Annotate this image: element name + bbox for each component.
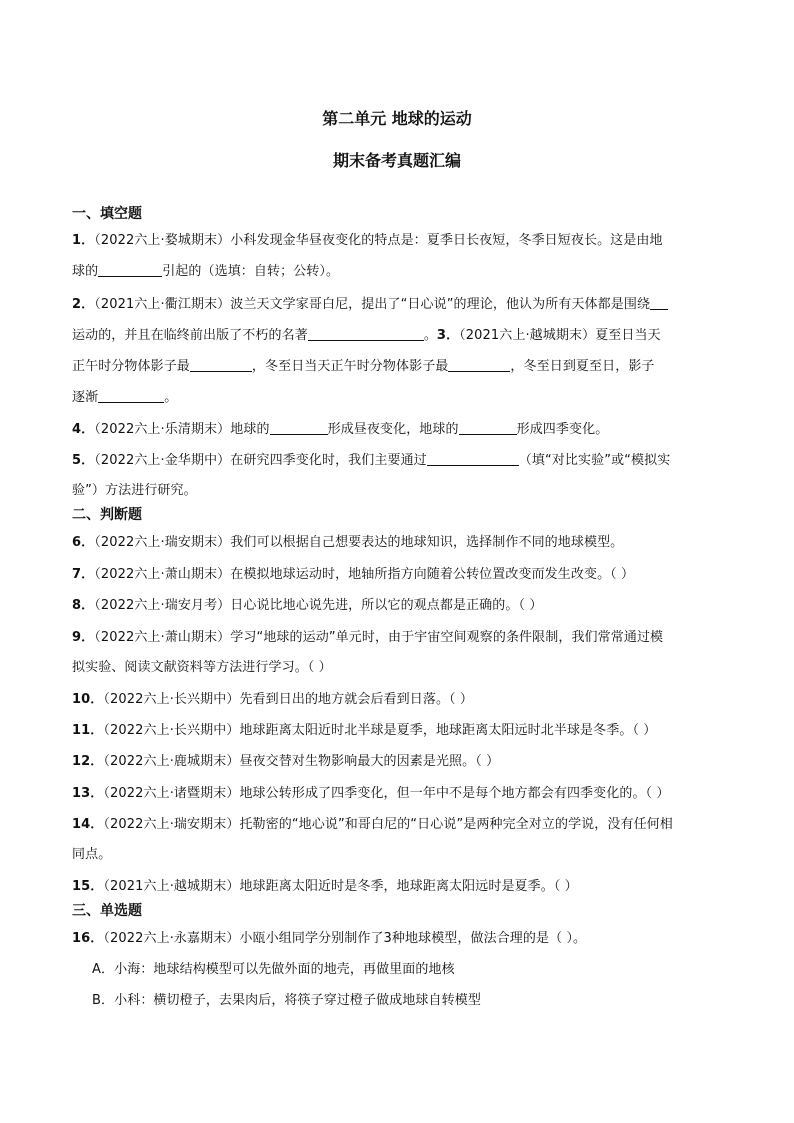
question-source: （2022六上·瑞安期末） [103, 817, 240, 832]
question-6 [72, 531, 623, 550]
option-a[interactable]: A．小海：地球结构模型可以先做外面的地壳，再做里面的地核 [92, 962, 455, 977]
question-source: （2022六上·瑞安期末） [94, 535, 231, 550]
question-number: 1． [72, 233, 95, 248]
question-number: 10． [72, 692, 104, 707]
question-text: 形成四季变化。 [516, 422, 609, 437]
question-1-line-1 [72, 229, 663, 248]
question-number: 6． [72, 535, 95, 550]
question-text: 。 [423, 328, 437, 343]
question-number: 8． [72, 598, 95, 613]
question-number: 11． [72, 723, 104, 738]
question-source: （2021六上·越城期末） [103, 879, 240, 894]
question-source: （2022六上·诸暨期末） [103, 786, 240, 801]
question-text: 在研究四季变化时，我们主要通过 [230, 453, 427, 468]
question-text: ，冬至日到夏至日，影子 [510, 359, 655, 374]
question-source: （2022六上·长兴期中） [103, 723, 240, 738]
question-source: （2022六上·萧山期末） [94, 630, 231, 645]
question-16 [72, 927, 586, 946]
question-text: 地球公转形成了四季变化，但一年中不是每个地方都会有四季变化的。（ ） [239, 786, 670, 801]
answer-blank[interactable] [270, 422, 328, 435]
question-text: 日心说比地心说先进，所以它的观点都是正确的。（ ） [230, 598, 543, 613]
question-text: 波兰天文学家哥白尼，提出了“日心说”的理论，他认为所有天体都是围绕 [230, 297, 651, 312]
question-8 [72, 594, 542, 613]
answer-blank[interactable] [98, 264, 162, 277]
question-number: 5． [72, 453, 95, 468]
question-2-line-2 [72, 324, 661, 343]
question-text: 运动的，并且在临终前出版了不朽的名著 [72, 328, 308, 343]
page-title: 第二单元 地球的运动 [322, 109, 472, 128]
question-source: （2022六上·萧山期末） [94, 567, 231, 582]
question-source: （2022六上·婺城期末） [94, 233, 231, 248]
question-text: （填“对比实验”或“模拟实 [518, 453, 671, 468]
question-number: 3． [436, 328, 460, 343]
question-source: （2022六上·鹿城期末） [103, 754, 240, 769]
question-source: （2021六上·越城期末） [459, 328, 596, 343]
question-text: ，冬至日当天正午时分物体影子最 [251, 359, 449, 374]
question-text: 先看到日出的地方就会后看到日落。（ ） [239, 692, 473, 707]
answer-blank[interactable] [448, 359, 510, 372]
question-3-line-3 [72, 386, 177, 405]
question-10 [72, 688, 473, 707]
answer-blank[interactable] [459, 422, 517, 435]
question-text: 托勒密的“地心说”和哥白尼的“日心说”是两种完全对立的学说，没有任何相 [239, 817, 673, 832]
question-number: 16． [72, 931, 104, 946]
question-text: 我们可以根据自己想要表达的地球知识，选择制作不同的地球模型。 [230, 535, 624, 550]
question-text: 在模拟地球运动时，地轴所指方向随着公转位置改变而发生改变。（ ） [230, 567, 635, 582]
question-11 [72, 719, 656, 738]
question-number: 12． [72, 754, 104, 769]
question-text: 逐渐 [72, 390, 99, 405]
question-number: 15． [72, 879, 104, 894]
answer-blank[interactable] [308, 328, 424, 341]
section-choice-heading: 三、单选题 [72, 903, 142, 919]
question-text: 地球的 [230, 422, 270, 437]
question-13 [72, 782, 669, 801]
section-judge-heading: 二、判断题 [72, 507, 142, 523]
question-text: 引起的（选填：自转；公转）。 [162, 264, 340, 279]
question-15 [72, 875, 578, 894]
question-number: 4． [72, 422, 95, 437]
question-text: 地球距离太阳近时北半球是夏季，地球距离太阳远时北半球是冬季。（ ） [239, 723, 657, 738]
question-number: 14． [72, 817, 104, 832]
question-text: 夏至日当天 [595, 328, 661, 343]
question-text: 拟实验、阅读文献资料等方法进行学习。（ ） [72, 660, 332, 675]
question-text: 验”）方法进行研究。 [72, 483, 197, 498]
question-source: （2022六上·乐清期末） [94, 422, 231, 437]
question-2-line-1 [72, 293, 668, 312]
question-source: （2021六上·衢江期末） [94, 297, 231, 312]
page-subtitle: 期末备考真题汇编 [332, 151, 461, 170]
question-7 [72, 563, 634, 582]
answer-blank[interactable] [190, 359, 252, 372]
question-source: （2022六上·长兴期中） [103, 692, 240, 707]
section-fill-heading: 一、填空题 [72, 206, 142, 222]
question-text: 形成昼夜变化，地球的 [327, 422, 459, 437]
question-source: （2022六上·瑞安月考） [94, 598, 231, 613]
question-text: 。 [164, 390, 178, 405]
question-1-line-2 [72, 260, 339, 279]
question-text: 小瓯小组同学分别制作了3种地球模型，做法合理的是（ ）。 [239, 931, 587, 946]
question-5-line-1 [72, 449, 670, 468]
question-12 [72, 750, 499, 769]
question-text: 球的 [72, 264, 99, 279]
option-b[interactable]: B．小科：横切橙子，去果肉后，将筷子穿过橙子做成地球自转模型 [92, 993, 481, 1008]
answer-blank[interactable] [650, 297, 668, 310]
question-text: 昼夜交替对生物影响最大的因素是光照。（ ） [239, 754, 500, 769]
question-source: （2022六上·金华期中） [94, 453, 231, 468]
question-source: （2022六上·永嘉期末） [103, 931, 240, 946]
question-text: 地球距离太阳近时是冬季，地球距离太阳远时是夏季。（ ） [239, 879, 578, 894]
question-number: 2． [72, 297, 95, 312]
answer-blank[interactable] [427, 453, 519, 466]
question-number: 13． [72, 786, 104, 801]
question-9-line-2 [72, 656, 332, 675]
question-4-line-1 [72, 418, 608, 437]
question-text: 同点。 [72, 847, 112, 862]
question-9-line-1 [72, 626, 663, 645]
question-14-line-2 [72, 843, 111, 862]
question-number: 9． [72, 630, 95, 645]
question-3-line-2 [72, 355, 655, 374]
question-5-line-2 [72, 479, 197, 498]
question-number: 7． [72, 567, 95, 582]
answer-blank[interactable] [98, 390, 164, 403]
question-14-line-1 [72, 813, 673, 832]
question-text: 学习“地球的运动”单元时，由于宇宙空间观察的条件限制，我们常常通过模 [230, 630, 664, 645]
question-text: 小科发现金华昼夜变化的特点是：夏季日长夜短，冬季日短夜长。这是由地 [230, 233, 663, 248]
question-text: 正午时分物体影子最 [72, 359, 190, 374]
